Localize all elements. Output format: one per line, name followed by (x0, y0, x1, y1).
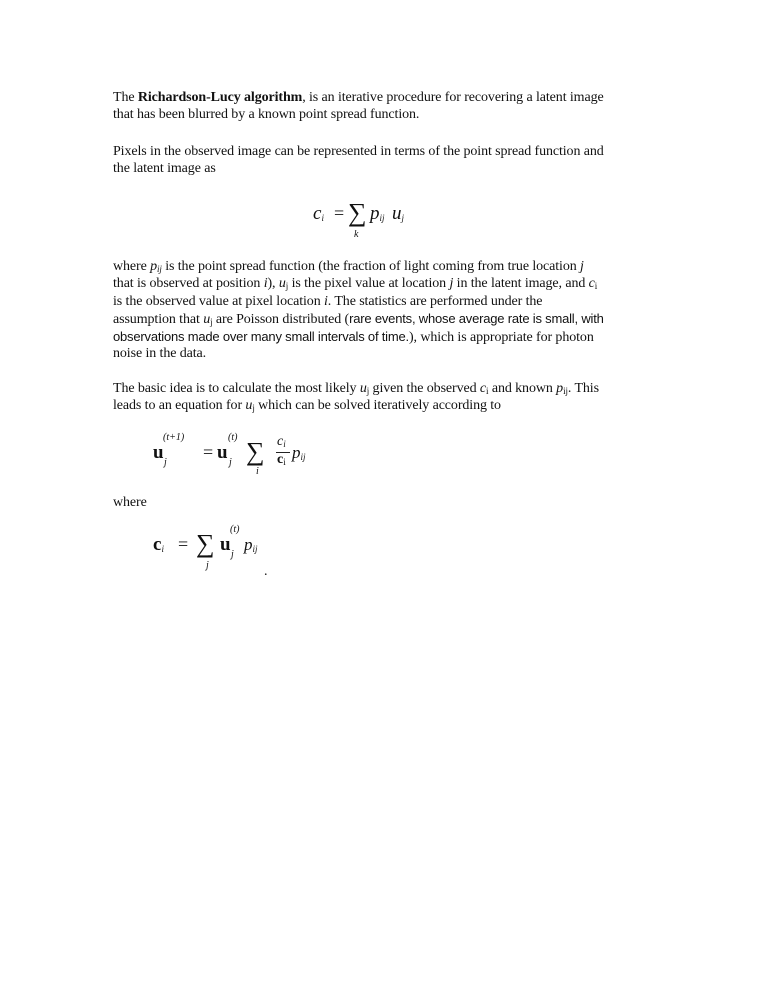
eq3-period: . (264, 564, 268, 579)
eq2-u-sup: (t+1) (163, 432, 185, 443)
paragraph-4-line-1: The basic idea is to calculate the most likely $u_j$ given the observed $c_i$ and known $p_{ij}$. This (113, 381, 599, 396)
eq2-index: i (256, 466, 259, 477)
eq3-u: u (220, 534, 231, 555)
eq1-u: $u_j$ (392, 203, 405, 224)
eq2-u-sub: j (164, 457, 167, 468)
paragraph-1-line-1 (113, 89, 604, 106)
eq2-denominator: $c_i$ (277, 452, 286, 467)
eq3-equals: = (178, 534, 189, 554)
eq3-c: $c_i$ (153, 534, 164, 555)
eq3-u-sub: j (231, 549, 234, 560)
eq2-numerator: $c_i$ (277, 434, 286, 449)
where-label: where (113, 495, 147, 510)
eq3-p: $p_{ij}$ (244, 535, 258, 554)
paragraph-1-line-2: that has been blurred by a known point spread function. (113, 107, 420, 122)
eq2-u2-sup: (t) (228, 432, 238, 443)
eq1-p: $p_{ij}$ (370, 203, 385, 224)
eq2-u2: u (217, 442, 228, 463)
eq3-index: j (206, 560, 209, 571)
sum-icon: ∑ (246, 437, 265, 466)
paragraph-2-line-1: Pixels in the observed image can be represented in terms of the point spread function and (113, 144, 604, 159)
paragraph-3-line-3: is the observed value at pixel location i. The statistics are performed under the (113, 294, 543, 309)
sum-icon: ∑ (348, 198, 367, 227)
text: The (113, 90, 138, 105)
paragraph-3-line-4: assumption that $u_j$ are Poisson distributed (rare events, whose average rate is small, with (113, 311, 604, 327)
eq1-c: $c_i$ (313, 203, 324, 224)
algorithm-name: Richardson-Lucy algorithm (137, 90, 303, 105)
paragraph-3-line-1: where $p_{ij}$ is the point spread function (the fraction of light coming from true location j (113, 259, 584, 274)
paragraph-3-line-5: observations made over many small intervals of time.), which is appropriate for photon (113, 329, 594, 345)
paragraph-3-line-6: noise in the data. (113, 346, 207, 361)
eq2-equals: = (203, 442, 214, 462)
sum-icon: ∑ (196, 529, 215, 558)
text: , is an iterative procedure for recovering a latent image (302, 90, 604, 105)
eq2-p: $p_{ij}$ (292, 443, 306, 462)
eq3-u-sup: (t) (230, 524, 240, 535)
paragraph-4-line-2: leads to an equation for $u_j$ which can be solved iteratively according to (113, 398, 501, 413)
paragraph-2-line-2: the latent image as (113, 161, 216, 176)
eq2-u2-sub: j (229, 457, 232, 468)
paragraph-3-line-2: that is observed at position i), $u_j$ is the pixel value at location j in the latent image, and $c_i$ (113, 276, 598, 291)
eq2-u: u (153, 442, 164, 463)
eq1-equals: = (334, 203, 345, 223)
eq1-index: k (354, 229, 359, 240)
